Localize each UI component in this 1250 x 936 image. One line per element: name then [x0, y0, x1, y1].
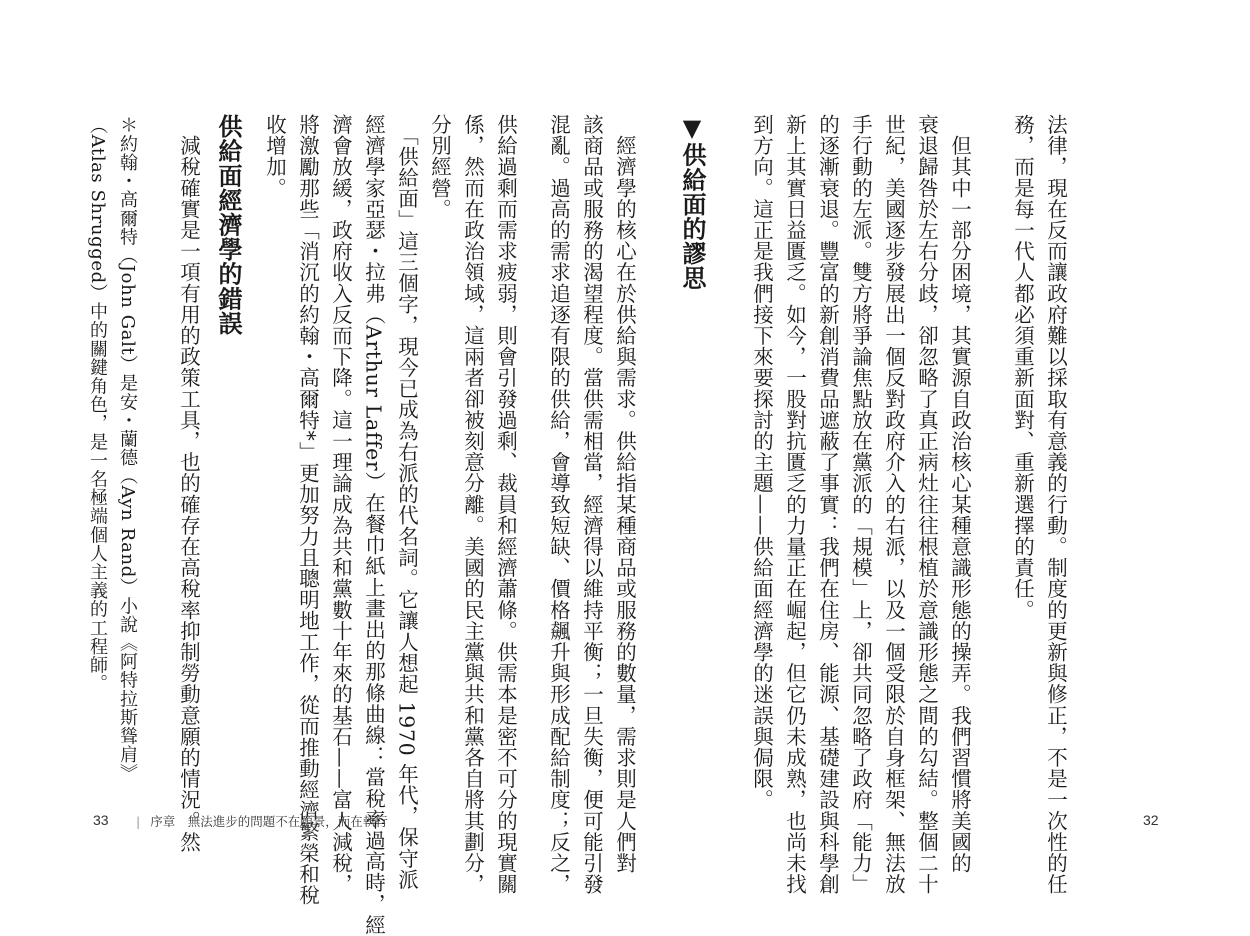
section-heading — [680, 114, 704, 290]
running-head-text: 序章 無法進步的問題不在願景，而在執行 — [150, 814, 388, 829]
body-line: 經濟學的核心在於供給與需求。供給指某種商品或服務的數量，需求則是人們對 — [612, 114, 637, 874]
body-line: 減稅確實是一項有用的政策工具，也的確存在高稅率抑制勞動意願的情況。然 — [176, 114, 201, 853]
body-line: 濟會放緩，政府收入反而下降。這一理論成為共和黨數十年來的基石——富人減稅， — [328, 114, 353, 895]
section-heading-text: 供給面的謬思 — [678, 142, 706, 291]
body-line: 係，然而在政治領域，這兩者卻被刻意分離。美國的民主黨與共和黨各自將其劃分， — [460, 114, 485, 895]
body-line: 混亂。過高的需求追逐有限的供給，會導致短缺、價格飆升與形成配給制度；反之， — [546, 114, 571, 895]
body-line: 「供給面」這三個字，現今已成為右派的代名詞。它讓人想起 1970 年代，保守派 — [394, 114, 419, 890]
body-line: 衰退歸咎於左右分歧，卻忽略了真正病灶往往根植於意識形態之間的勾結。整個二十 — [914, 114, 939, 895]
body-line: 世紀，美國逐步發展出一個反對政府介入的右派，以及一個受限於自身框架、無法放 — [881, 114, 906, 895]
body-line: 但其中一部分困境，其實源自政治核心某種意識形態的操弄。我們習慣將美國的 — [947, 114, 972, 874]
body-line: 該商品或服務的渴望程度。當供需相當，經濟得以維持平衡；一旦失衡，便可能引發 — [579, 114, 604, 895]
body-line: 的逐漸衰退。豐富的新創消費品遮蔽了事實：我們在住房、能源、基礎建設與科學創 — [815, 114, 840, 895]
body-line: 分別經營。 — [427, 114, 452, 220]
body-line: 法律，現在反而讓政府難以採取有意義的行動。制度的更新與修正，不是一次性的任 — [1043, 114, 1068, 895]
section-heading: 供給面經濟學的錯誤 — [214, 114, 242, 336]
body-line: 手行動的左派。雙方將爭論焦點放在黨派的「規模」上，卻共同忽略了政府「能力」 — [848, 114, 873, 895]
separator-bar: | — [136, 814, 141, 829]
body-line: 收增加。 — [262, 114, 287, 199]
footnote-line: （Atlas Shrugged）中的關鍵角色，是一名極端個人主義的工程師。 — [87, 116, 108, 693]
body-line: 將激勵那些「消沉的約翰・高爾特*」更加努力且聰明地工作，從而推動經濟繁榮和稅 — [295, 114, 320, 906]
body-line: 務，而是每一代人都必須重新面對、重新選擇的責任。 — [1010, 114, 1035, 621]
page-number-left: 33 — [93, 812, 109, 828]
running-head — [136, 812, 388, 830]
triangle-marker-icon: ▼ — [678, 114, 706, 143]
body-line: 到方向。這正是我們接下來要探討的主題——供給面經濟學的迷誤與侷限。 — [749, 114, 774, 811]
body-line: 供給過剩而需求疲弱，則會引發過剩、裁員和經濟蕭條。供需本是密不可分的現實關 — [493, 114, 518, 895]
footnote-line: ＊約翰・高爾特（John Galt）是安・蘭德（Ayn Rand）小說《阿特拉斯聳肩》 — [117, 116, 138, 783]
body-line: 經濟學家亞瑟・拉弗（Arthur Laffer）在餐巾紙上畫出的那條曲線：當稅率過高時，經 — [361, 114, 386, 936]
page-number-right: 32 — [1143, 812, 1159, 828]
body-line: 新上其實日益匱乏。如今，一股對抗匱乏的力量正在崛起，但它仍未成熟，也尚未找 — [782, 114, 807, 895]
